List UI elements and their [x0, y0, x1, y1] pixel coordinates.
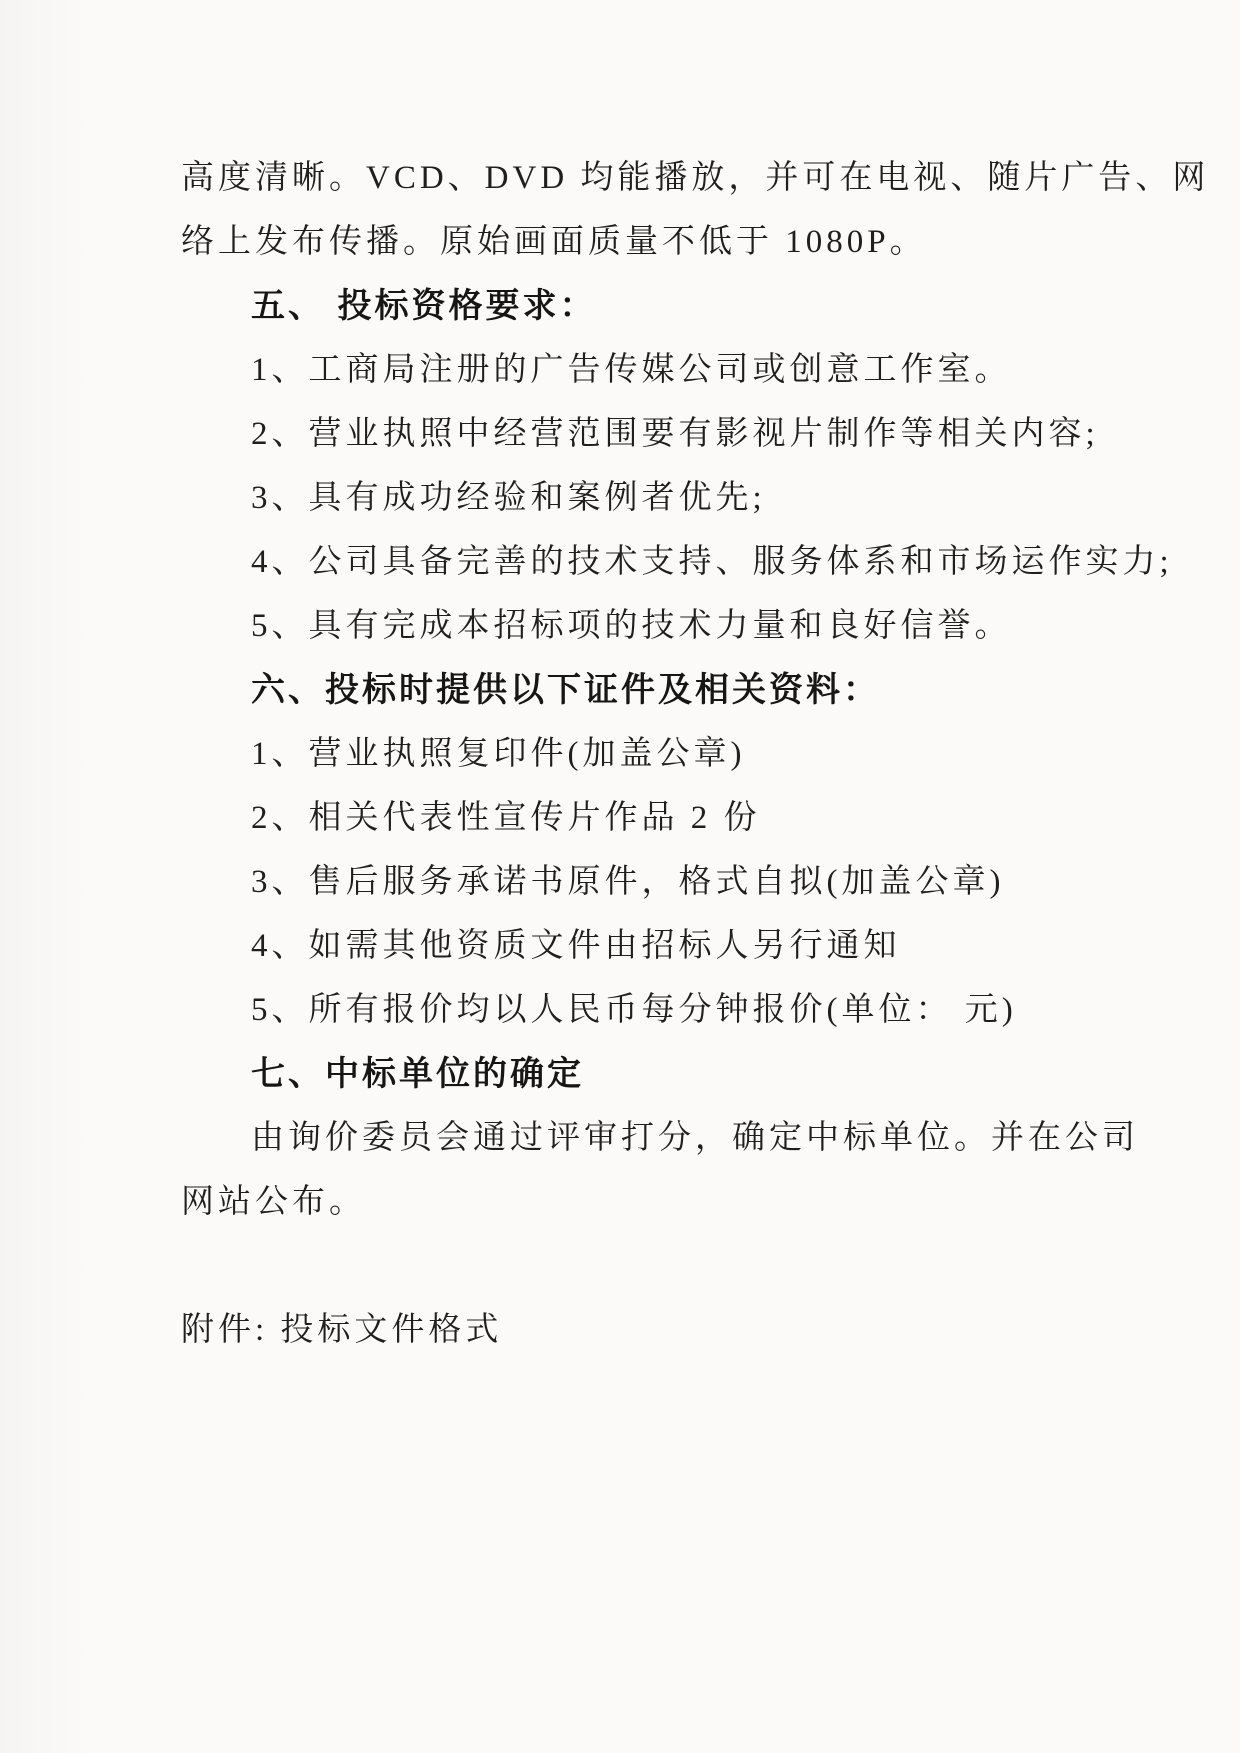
section-heading: 七、中标单位的确定 [251, 1055, 584, 1093]
text-line: 高度清晰。VCD、DVD 均能播放，并可在电视、随片广告、网 [181, 160, 1210, 196]
text-line: 5、所有报价均以人民币每分钟报价(单位： 元) [251, 992, 1017, 1028]
blank-line [181, 1234, 1061, 1298]
text-line: 3、售后服务承诺书原件，格式自拟(加盖公章) [251, 864, 1005, 900]
text-line: 2、相关代表性宣传片作品 2 份 [251, 800, 761, 836]
text-line: 络上发布传播。原始画面质量不低于 1080P。 [181, 224, 927, 260]
text-line: 网站公布。 [181, 1184, 366, 1220]
text-line: 1、营业执照复印件(加盖公章) [251, 736, 746, 772]
text-line: 4、如需其他资质文件由招标人另行通知 [251, 928, 901, 964]
text-line: 附件: 投标文件格式 [181, 1312, 503, 1348]
text-line: 1、工商局注册的广告传媒公司或创意工作室。 [251, 352, 1012, 388]
document-lines [181, 146, 1210, 1362]
text-line: 3、具有成功经验和案例者优先; [251, 480, 766, 516]
section-heading: 六、投标时提供以下证件及相关资料： [251, 671, 880, 709]
text-line: 2、营业执照中经营范围要有影视片制作等相关内容; [251, 416, 1099, 452]
section-heading: 五、 投标资格要求： [251, 287, 597, 325]
text-line: 5、具有完成本招标项的技术力量和良好信誉。 [251, 608, 1012, 644]
text-line: 4、公司具备完善的技术支持、服务体系和市场运作实力; [251, 544, 1173, 580]
text-line: 由询价委员会通过评审打分，确定中标单位。并在公司 [251, 1120, 1139, 1156]
